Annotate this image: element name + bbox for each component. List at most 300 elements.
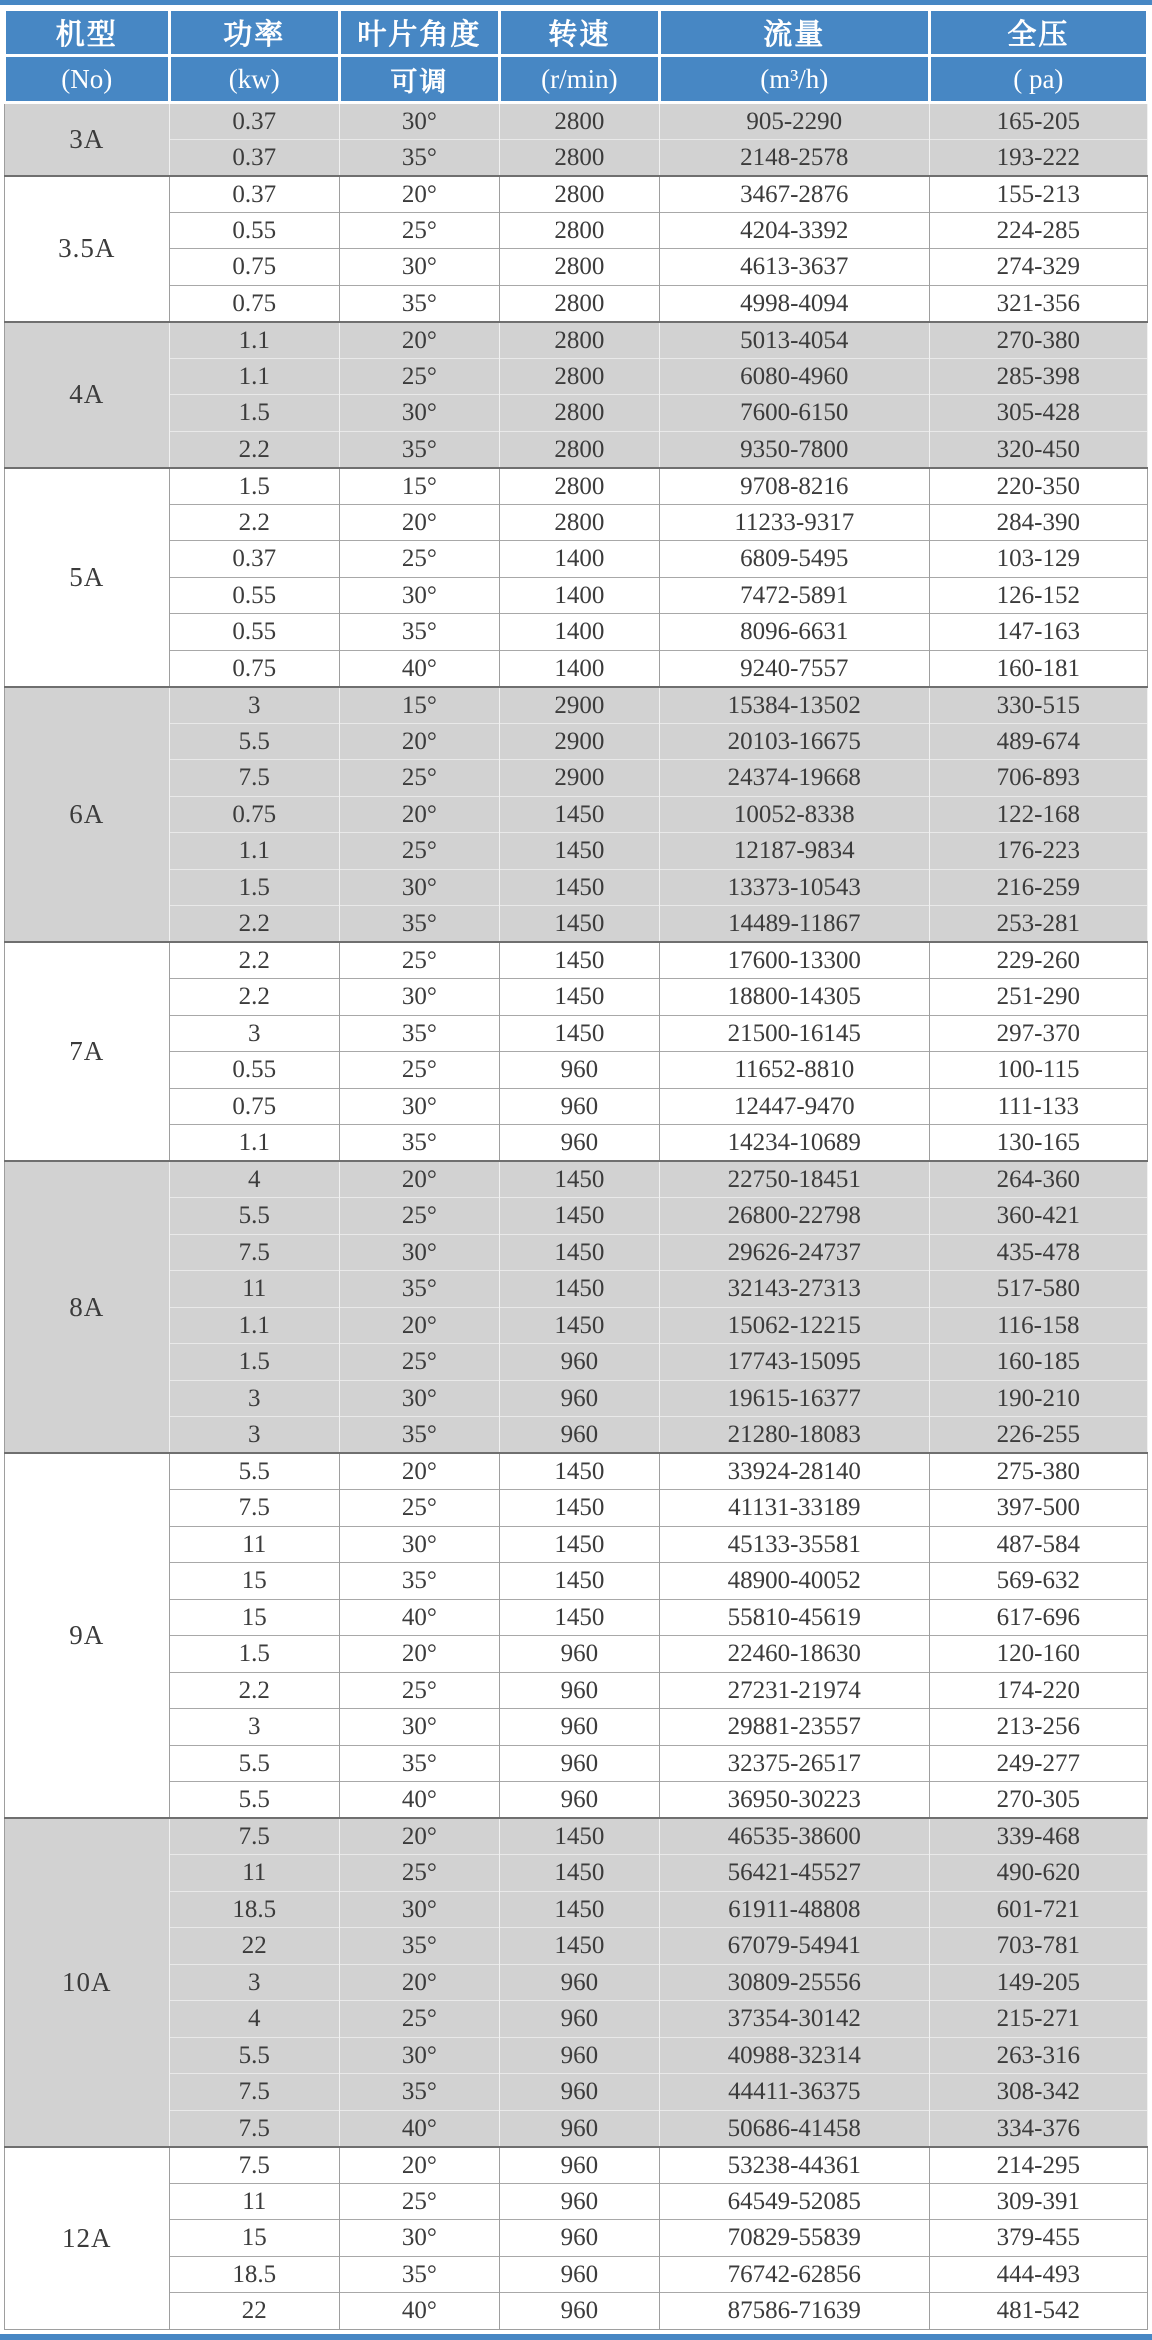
spec-row-10A-8 (5, 2074, 1148, 2111)
power-cell: 0.75 (169, 1088, 339, 1125)
col-header-speed: 转速 (499, 10, 659, 56)
power-cell: 11 (169, 1526, 339, 1563)
angle-cell: 30° (339, 1088, 499, 1125)
pressure-cell: 309-391 (929, 2183, 1147, 2220)
spec-row-3.5A-3 (5, 249, 1148, 286)
pressure-cell: 249-277 (929, 1745, 1147, 1782)
pressure-cell: 253-281 (929, 906, 1147, 943)
speed-cell: 1450 (499, 1198, 659, 1235)
model-cell-5A: 5A (5, 468, 170, 687)
pressure-cell: 517-580 (929, 1271, 1147, 1308)
flow-cell: 22460-18630 (659, 1636, 929, 1673)
power-cell: 5.5 (169, 1198, 339, 1235)
pressure-cell: 155-213 (929, 176, 1147, 213)
speed-cell: 1450 (499, 1855, 659, 1892)
angle-cell: 35° (339, 614, 499, 651)
angle-cell: 25° (339, 1490, 499, 1527)
angle-cell: 20° (339, 504, 499, 541)
flow-cell: 9240-7557 (659, 650, 929, 687)
pressure-cell: 264-360 (929, 1161, 1147, 1198)
speed-cell: 960 (499, 1636, 659, 1673)
power-cell: 11 (169, 1855, 339, 1892)
speed-cell: 1450 (499, 1453, 659, 1490)
spec-row-5A-4 (5, 577, 1148, 614)
flow-cell: 56421-45527 (659, 1855, 929, 1892)
flow-cell: 14234-10689 (659, 1125, 929, 1162)
spec-row-9A-8 (5, 1709, 1148, 1746)
angle-cell: 20° (339, 2147, 499, 2184)
spec-row-12A-2 (5, 2183, 1148, 2220)
speed-cell: 1450 (499, 1490, 659, 1527)
model-cell-12A: 12A (5, 2147, 170, 2330)
speed-cell: 960 (499, 2037, 659, 2074)
pressure-cell: 193-222 (929, 139, 1147, 176)
power-cell: 3 (169, 1417, 339, 1454)
speed-cell: 960 (499, 2001, 659, 2038)
spec-row-8A-1 (5, 1161, 1148, 1198)
speed-cell: 1450 (499, 942, 659, 979)
angle-cell: 35° (339, 1745, 499, 1782)
angle-cell: 25° (339, 212, 499, 249)
table-body (5, 103, 1148, 2330)
speed-cell: 960 (499, 2110, 659, 2147)
power-cell: 1.1 (169, 1307, 339, 1344)
angle-cell: 15° (339, 687, 499, 724)
spec-row-8A-6 (5, 1344, 1148, 1381)
flow-cell: 7472-5891 (659, 577, 929, 614)
speed-cell: 1450 (499, 1526, 659, 1563)
angle-cell: 35° (339, 1563, 499, 1600)
speed-cell: 2800 (499, 468, 659, 505)
table-wrap (0, 5, 1152, 2334)
angle-cell: 35° (339, 1015, 499, 1052)
spec-row-6A-6 (5, 869, 1148, 906)
flow-cell: 29881-23557 (659, 1709, 929, 1746)
power-cell: 0.37 (169, 139, 339, 176)
spec-row-8A-7 (5, 1380, 1148, 1417)
speed-cell: 960 (499, 2074, 659, 2111)
model-cell-3A: 3A (5, 103, 170, 176)
speed-cell: 1450 (499, 1015, 659, 1052)
model-cell-8A: 8A (5, 1161, 170, 1453)
angle-cell: 20° (339, 1964, 499, 2001)
flow-cell: 4998-4094 (659, 285, 929, 322)
power-cell: 2.2 (169, 1672, 339, 1709)
angle-cell: 35° (339, 1928, 499, 1965)
power-cell: 3 (169, 687, 339, 724)
power-cell: 7.5 (169, 1234, 339, 1271)
angle-cell: 25° (339, 541, 499, 578)
angle-cell: 20° (339, 1453, 499, 1490)
pressure-cell: 305-428 (929, 395, 1147, 432)
power-cell: 3 (169, 1380, 339, 1417)
pressure-cell: 330-515 (929, 687, 1147, 724)
angle-cell: 20° (339, 1161, 499, 1198)
flow-cell: 30809-25556 (659, 1964, 929, 2001)
speed-cell: 1450 (499, 1928, 659, 1965)
table-header (5, 10, 1148, 103)
speed-cell: 2900 (499, 760, 659, 797)
spec-row-8A-5 (5, 1307, 1148, 1344)
power-cell: 7.5 (169, 2110, 339, 2147)
spec-row-8A-2 (5, 1198, 1148, 1235)
pressure-cell: 297-370 (929, 1015, 1147, 1052)
speed-cell: 1450 (499, 1307, 659, 1344)
flow-cell: 76742-62856 (659, 2256, 929, 2293)
spec-row-5A-1 (5, 468, 1148, 505)
spec-row-10A-1 (5, 1818, 1148, 1855)
flow-cell: 48900-40052 (659, 1563, 929, 1600)
flow-cell: 2148-2578 (659, 139, 929, 176)
speed-cell: 960 (499, 1125, 659, 1162)
flow-cell: 17600-13300 (659, 942, 929, 979)
spec-row-5A-6 (5, 650, 1148, 687)
spec-row-3.5A-4 (5, 285, 1148, 322)
angle-cell: 30° (339, 577, 499, 614)
flow-cell: 17743-15095 (659, 1344, 929, 1381)
pressure-cell: 126-152 (929, 577, 1147, 614)
pressure-cell: 270-380 (929, 322, 1147, 359)
speed-cell: 2800 (499, 285, 659, 322)
spec-row-7A-5 (5, 1088, 1148, 1125)
header-title-row (5, 10, 1148, 56)
flow-cell: 20103-16675 (659, 723, 929, 760)
flow-cell: 70829-55839 (659, 2220, 929, 2257)
power-cell: 0.75 (169, 796, 339, 833)
power-cell: 1.5 (169, 1636, 339, 1673)
flow-cell: 5013-4054 (659, 322, 929, 359)
angle-cell: 25° (339, 760, 499, 797)
flow-cell: 32375-26517 (659, 1745, 929, 1782)
power-cell: 1.5 (169, 395, 339, 432)
angle-cell: 35° (339, 906, 499, 943)
flow-cell: 14489-11867 (659, 906, 929, 943)
speed-cell: 1400 (499, 614, 659, 651)
angle-cell: 20° (339, 1818, 499, 1855)
power-cell: 0.37 (169, 541, 339, 578)
col-unit-speed: (r/min) (499, 56, 659, 103)
angle-cell: 30° (339, 1891, 499, 1928)
speed-cell: 960 (499, 1052, 659, 1089)
flow-cell: 44411-36375 (659, 2074, 929, 2111)
flow-cell: 12447-9470 (659, 1088, 929, 1125)
power-cell: 0.75 (169, 249, 339, 286)
flow-cell: 24374-19668 (659, 760, 929, 797)
pressure-cell: 489-674 (929, 723, 1147, 760)
flow-cell: 4613-3637 (659, 249, 929, 286)
speed-cell: 2800 (499, 249, 659, 286)
speed-cell: 2800 (499, 395, 659, 432)
flow-cell: 87586-71639 (659, 2293, 929, 2330)
power-cell: 1.5 (169, 468, 339, 505)
col-header-flow: 流量 (659, 10, 929, 56)
flow-cell: 8096-6631 (659, 614, 929, 651)
pressure-cell: 214-295 (929, 2147, 1147, 2184)
power-cell: 7.5 (169, 1490, 339, 1527)
pressure-cell: 339-468 (929, 1818, 1147, 1855)
spec-row-3.5A-2 (5, 212, 1148, 249)
spec-row-6A-3 (5, 760, 1148, 797)
speed-cell: 2800 (499, 358, 659, 395)
angle-cell: 30° (339, 1234, 499, 1271)
power-cell: 1.1 (169, 1125, 339, 1162)
pressure-cell: 284-390 (929, 504, 1147, 541)
speed-cell: 1450 (499, 1161, 659, 1198)
pressure-cell: 481-542 (929, 2293, 1147, 2330)
spec-row-10A-7 (5, 2037, 1148, 2074)
fan-spec-table (3, 8, 1149, 2330)
pressure-cell: 213-256 (929, 1709, 1147, 1746)
power-cell: 2.2 (169, 942, 339, 979)
speed-cell: 960 (499, 1672, 659, 1709)
speed-cell: 960 (499, 1745, 659, 1782)
col-header-angle: 叶片角度 (339, 10, 499, 56)
angle-cell: 25° (339, 2001, 499, 2038)
power-cell: 2.2 (169, 979, 339, 1016)
speed-cell: 1450 (499, 1563, 659, 1600)
angle-cell: 30° (339, 1380, 499, 1417)
model-cell-9A: 9A (5, 1453, 170, 1818)
flow-cell: 12187-9834 (659, 833, 929, 870)
pressure-cell: 226-255 (929, 1417, 1147, 1454)
speed-cell: 960 (499, 1964, 659, 2001)
flow-cell: 64549-52085 (659, 2183, 929, 2220)
power-cell: 0.75 (169, 285, 339, 322)
spec-row-10A-2 (5, 1855, 1148, 1892)
speed-cell: 1450 (499, 1891, 659, 1928)
speed-cell: 1450 (499, 869, 659, 906)
power-cell: 5.5 (169, 1782, 339, 1819)
power-cell: 3 (169, 1015, 339, 1052)
flow-cell: 905-2290 (659, 103, 929, 140)
angle-cell: 40° (339, 2293, 499, 2330)
spec-row-10A-4 (5, 1928, 1148, 1965)
pressure-cell: 379-455 (929, 2220, 1147, 2257)
power-cell: 0.55 (169, 614, 339, 651)
angle-cell: 30° (339, 2037, 499, 2074)
spec-row-9A-7 (5, 1672, 1148, 1709)
flow-cell: 15062-12215 (659, 1307, 929, 1344)
flow-cell: 21280-18083 (659, 1417, 929, 1454)
power-cell: 18.5 (169, 1891, 339, 1928)
flow-cell: 50686-41458 (659, 2110, 929, 2147)
angle-cell: 25° (339, 2183, 499, 2220)
spec-row-9A-6 (5, 1636, 1148, 1673)
pressure-cell: 216-259 (929, 869, 1147, 906)
pressure-cell: 703-781 (929, 1928, 1147, 1965)
power-cell: 2.2 (169, 504, 339, 541)
power-cell: 7.5 (169, 1818, 339, 1855)
speed-cell: 1450 (499, 1234, 659, 1271)
spec-row-5A-3 (5, 541, 1148, 578)
flow-cell: 18800-14305 (659, 979, 929, 1016)
angle-cell: 30° (339, 249, 499, 286)
speed-cell: 1450 (499, 979, 659, 1016)
angle-cell: 25° (339, 1855, 499, 1892)
flow-cell: 13373-10543 (659, 869, 929, 906)
speed-cell: 960 (499, 1709, 659, 1746)
flow-cell: 11233-9317 (659, 504, 929, 541)
pressure-cell: 116-158 (929, 1307, 1147, 1344)
spec-row-3.5A-1 (5, 176, 1148, 213)
flow-cell: 26800-22798 (659, 1198, 929, 1235)
spec-row-12A-4 (5, 2256, 1148, 2293)
speed-cell: 2900 (499, 687, 659, 724)
speed-cell: 960 (499, 1344, 659, 1381)
angle-cell: 30° (339, 395, 499, 432)
spec-row-6A-5 (5, 833, 1148, 870)
flow-cell: 22750-18451 (659, 1161, 929, 1198)
spec-row-5A-5 (5, 614, 1148, 651)
flow-cell: 11652-8810 (659, 1052, 929, 1089)
flow-cell: 9708-8216 (659, 468, 929, 505)
spec-row-9A-9 (5, 1745, 1148, 1782)
flow-cell: 33924-28140 (659, 1453, 929, 1490)
angle-cell: 35° (339, 2256, 499, 2293)
speed-cell: 1450 (499, 833, 659, 870)
power-cell: 22 (169, 2293, 339, 2330)
flow-cell: 32143-27313 (659, 1271, 929, 1308)
spec-row-8A-4 (5, 1271, 1148, 1308)
angle-cell: 30° (339, 869, 499, 906)
pressure-cell: 147-163 (929, 614, 1147, 651)
angle-cell: 20° (339, 796, 499, 833)
flow-cell: 55810-45619 (659, 1599, 929, 1636)
pressure-cell: 444-493 (929, 2256, 1147, 2293)
spec-row-7A-3 (5, 1015, 1148, 1052)
pressure-cell: 122-168 (929, 796, 1147, 833)
power-cell: 3 (169, 1964, 339, 2001)
power-cell: 0.75 (169, 650, 339, 687)
pressure-cell: 190-210 (929, 1380, 1147, 1417)
pressure-cell: 224-285 (929, 212, 1147, 249)
flow-cell: 10052-8338 (659, 796, 929, 833)
speed-cell: 960 (499, 2220, 659, 2257)
angle-cell: 20° (339, 1636, 499, 1673)
angle-cell: 35° (339, 1125, 499, 1162)
flow-cell: 15384-13502 (659, 687, 929, 724)
power-cell: 1.1 (169, 322, 339, 359)
pressure-cell: 601-721 (929, 1891, 1147, 1928)
speed-cell: 1400 (499, 541, 659, 578)
power-cell: 22 (169, 1928, 339, 1965)
angle-cell: 35° (339, 1417, 499, 1454)
spec-row-9A-10 (5, 1782, 1148, 1819)
speed-cell: 2800 (499, 139, 659, 176)
pressure-cell: 285-398 (929, 358, 1147, 395)
power-cell: 0.55 (169, 1052, 339, 1089)
pressure-cell: 617-696 (929, 1599, 1147, 1636)
pressure-cell: 435-478 (929, 1234, 1147, 1271)
bottom-border-bar (0, 2334, 1152, 2340)
spec-row-4A-2 (5, 358, 1148, 395)
power-cell: 4 (169, 1161, 339, 1198)
pressure-cell: 308-342 (929, 2074, 1147, 2111)
speed-cell: 2800 (499, 431, 659, 468)
spec-row-9A-3 (5, 1526, 1148, 1563)
flow-cell: 41131-33189 (659, 1490, 929, 1527)
spec-row-8A-8 (5, 1417, 1148, 1454)
pressure-cell: 176-223 (929, 833, 1147, 870)
pressure-cell: 360-421 (929, 1198, 1147, 1235)
spec-row-7A-6 (5, 1125, 1148, 1162)
pressure-cell: 706-893 (929, 760, 1147, 797)
power-cell: 0.37 (169, 103, 339, 140)
speed-cell: 960 (499, 1782, 659, 1819)
spec-row-9A-4 (5, 1563, 1148, 1600)
spec-row-6A-1 (5, 687, 1148, 724)
speed-cell: 1450 (499, 1271, 659, 1308)
spec-row-10A-9 (5, 2110, 1148, 2147)
pressure-cell: 160-181 (929, 650, 1147, 687)
power-cell: 11 (169, 1271, 339, 1308)
pressure-cell: 149-205 (929, 1964, 1147, 2001)
spec-row-8A-3 (5, 1234, 1148, 1271)
pressure-cell: 103-129 (929, 541, 1147, 578)
flow-cell: 4204-3392 (659, 212, 929, 249)
flow-cell: 21500-16145 (659, 1015, 929, 1052)
angle-cell: 20° (339, 322, 499, 359)
angle-cell: 30° (339, 979, 499, 1016)
flow-cell: 9350-7800 (659, 431, 929, 468)
flow-cell: 37354-30142 (659, 2001, 929, 2038)
pressure-cell: 174-220 (929, 1672, 1147, 1709)
pressure-cell: 321-356 (929, 285, 1147, 322)
model-cell-4A: 4A (5, 322, 170, 468)
spec-row-5A-2 (5, 504, 1148, 541)
speed-cell: 1450 (499, 906, 659, 943)
pressure-cell: 130-165 (929, 1125, 1147, 1162)
angle-cell: 20° (339, 1307, 499, 1344)
flow-cell: 29626-24737 (659, 1234, 929, 1271)
speed-cell: 960 (499, 1380, 659, 1417)
angle-cell: 40° (339, 2110, 499, 2147)
power-cell: 4 (169, 2001, 339, 2038)
spec-row-7A-4 (5, 1052, 1148, 1089)
pressure-cell: 490-620 (929, 1855, 1147, 1892)
col-header-model: 机型 (5, 10, 170, 56)
col-unit-angle: 可调 (339, 56, 499, 103)
power-cell: 15 (169, 2220, 339, 2257)
speed-cell: 960 (499, 2147, 659, 2184)
flow-cell: 36950-30223 (659, 1782, 929, 1819)
col-unit-flow: (m³/h) (659, 56, 929, 103)
pressure-cell: 111-133 (929, 1088, 1147, 1125)
flow-cell: 53238-44361 (659, 2147, 929, 2184)
angle-cell: 35° (339, 1271, 499, 1308)
power-cell: 2.2 (169, 906, 339, 943)
pressure-cell: 487-584 (929, 1526, 1147, 1563)
angle-cell: 30° (339, 1709, 499, 1746)
spec-row-6A-4 (5, 796, 1148, 833)
speed-cell: 1400 (499, 577, 659, 614)
power-cell: 1.1 (169, 833, 339, 870)
angle-cell: 40° (339, 650, 499, 687)
angle-cell: 30° (339, 103, 499, 140)
spec-row-4A-1 (5, 322, 1148, 359)
pressure-cell: 275-380 (929, 1453, 1147, 1490)
flow-cell: 61911-48808 (659, 1891, 929, 1928)
speed-cell: 960 (499, 2256, 659, 2293)
angle-cell: 25° (339, 1052, 499, 1089)
angle-cell: 35° (339, 2074, 499, 2111)
speed-cell: 2800 (499, 212, 659, 249)
power-cell: 15 (169, 1563, 339, 1600)
speed-cell: 1450 (499, 796, 659, 833)
speed-cell: 960 (499, 1088, 659, 1125)
power-cell: 5.5 (169, 2037, 339, 2074)
model-cell-7A: 7A (5, 942, 170, 1161)
